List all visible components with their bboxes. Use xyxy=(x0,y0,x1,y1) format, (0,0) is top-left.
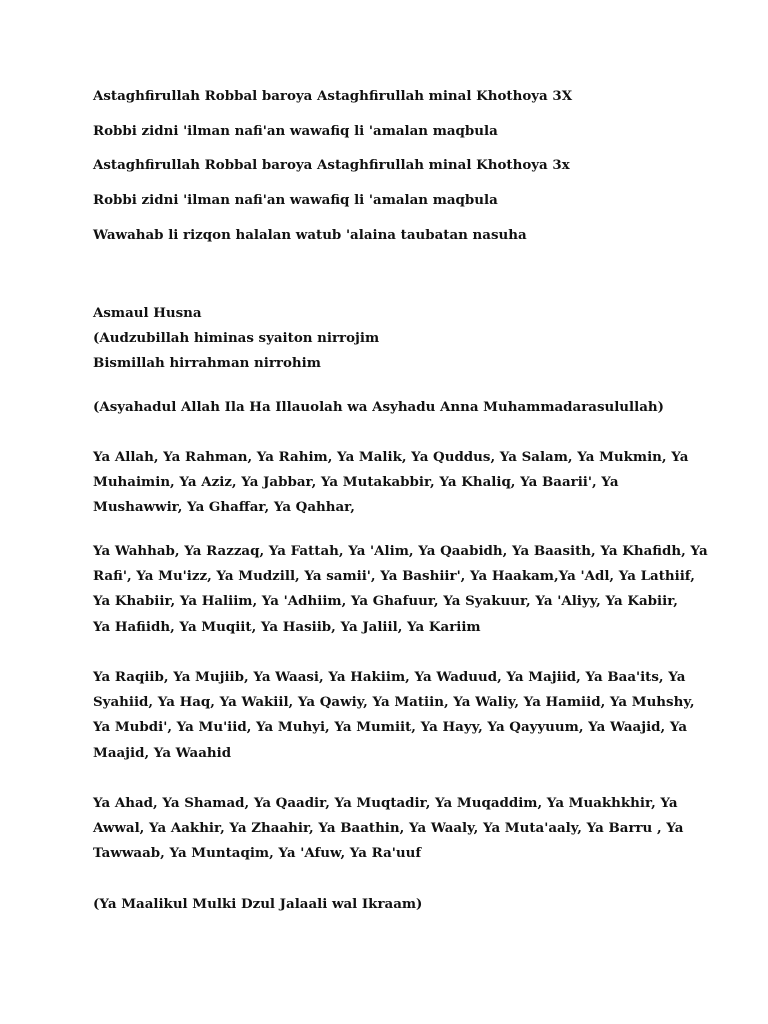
names-line: Rafi', Ya Mu'izz, Ya Mudzill, Ya samii', Ya Bashiir', Ya Haakam,Ya 'Adl, Ya Lathiif, xyxy=(93,568,695,585)
names-line: Muhaimin, Ya Aziz, Ya Jabbar, Ya Mutakabbir, Ya Khaliq, Ya Baarii', Ya xyxy=(93,474,619,491)
names-line: Tawwaab, Ya Muntaqim, Ya 'Afuw, Ya Ra'uuf xyxy=(93,845,422,862)
names-paragraph-4 xyxy=(93,791,683,867)
names-line: Ya Allah, Ya Rahman, Ya Rahim, Ya Malik, Ya Quddus, Ya Salam, Ya Mukmin, Ya xyxy=(93,449,689,465)
names-line: Syahiid, Ya Haq, Ya Wakiil, Ya Qawiy, Ya Matiin, Ya Waliy, Ya Hamiid, Ya Muhshy, xyxy=(93,694,695,711)
prayer-line-2: Robbi zidni 'ilman nafi'an wawafiq li 'amalan maqbula xyxy=(93,123,498,139)
names-line: Ya Ahad, Ya Shamad, Ya Qaadir, Ya Muqtadir, Ya Muqaddim, Ya Muakhkhir, Ya xyxy=(93,795,678,811)
names-line: Ya Mubdi', Ya Mu'iid, Ya Muhyi, Ya Mumiit, Ya Hayy, Ya Qayyuum, Ya Waajid, Ya xyxy=(93,719,688,736)
names-line: Ya Khabiir, Ya Haliim, Ya 'Adhiim, Ya Ghafuur, Ya Syakuur, Ya 'Aliyy, Ya Kabiir, xyxy=(93,593,678,610)
names-line: Maajid, Ya Waahid xyxy=(93,744,232,761)
asmaul-husna-title: Asmaul Husna xyxy=(93,305,202,321)
prayer-line-4: Robbi zidni 'ilman nafi'an wawafiq li 'amalan maqbula xyxy=(93,192,498,208)
names-line: Ya Hafiidh, Ya Muqiit, Ya Hasiib, Ya Jaliil, Ya Kariim xyxy=(93,618,481,635)
names-paragraph-2 xyxy=(93,539,708,640)
names-line: Mushawwir, Ya Ghaffar, Ya Qahhar, xyxy=(93,499,355,516)
names-paragraph-3 xyxy=(93,665,695,766)
bismillah-line: Bismillah hirrahman nirrohim xyxy=(93,355,321,371)
prayer-line-5: Wawahab li rizqon halalan watub 'alaina taubatan nasuha xyxy=(93,227,527,243)
prayer-line-1: Astaghfirullah Robbal baroya Astaghfirullah minal Khothoya 3X xyxy=(93,88,573,104)
names-line: Ya Wahhab, Ya Razzaq, Ya Fattah, Ya 'Alim, Ya Qaabidh, Ya Baasith, Ya Khafidh, Ya xyxy=(93,543,708,559)
names-line: Ya Raqiib, Ya Mujiib, Ya Waasi, Ya Hakiim, Ya Waduud, Ya Majiid, Ya Baa'its, Ya xyxy=(93,669,686,685)
prayer-line-3: Astaghfirullah Robbal baroya Astaghfirullah minal Khothoya 3x xyxy=(93,157,570,173)
names-paragraph-1 xyxy=(93,445,689,521)
names-line: Awwal, Ya Aakhir, Ya Zhaahir, Ya Baathin, Ya Waaly, Ya Muta'aaly, Ya Barru , Ya xyxy=(93,820,684,837)
syahadat-line: (Asyahadul Allah Ila Ha Illauolah wa Asyhadu Anna Muhammadarasulullah) xyxy=(93,399,664,415)
audzubillah-line: (Audzubillah himinas syaiton nirrojim xyxy=(93,330,380,346)
closing-line: (Ya Maalikul Mulki Dzul Jalaali wal Ikraam) xyxy=(93,896,423,912)
